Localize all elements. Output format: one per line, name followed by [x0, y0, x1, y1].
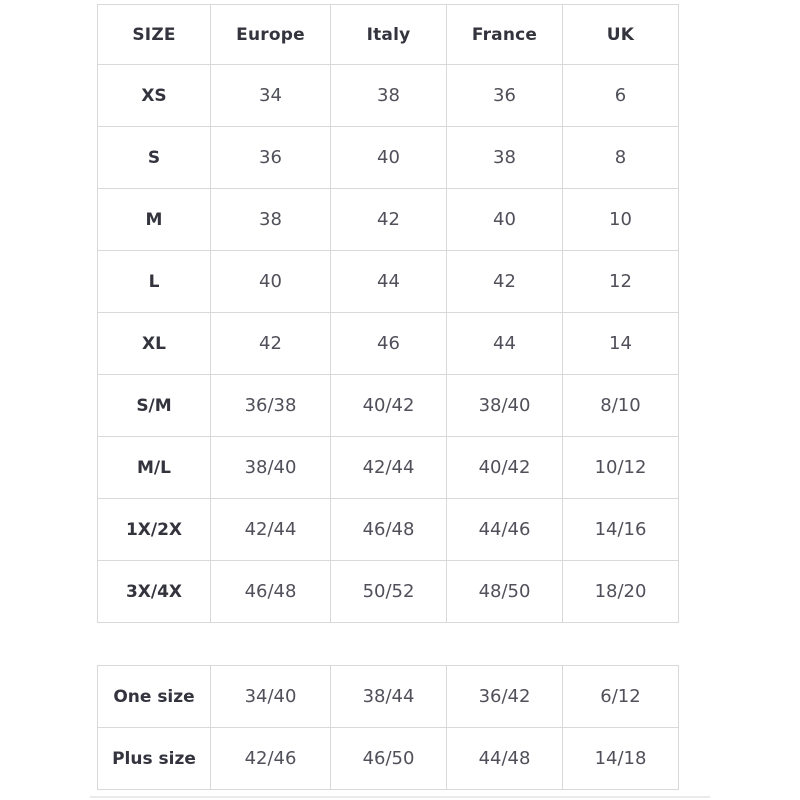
value-cell: 38 [211, 189, 331, 251]
value-cell: 18/20 [563, 561, 679, 623]
value-cell: 36 [447, 65, 563, 127]
table-row [98, 437, 679, 499]
size-label-cell: 3X/4X [98, 561, 211, 623]
value-cell: 42 [211, 313, 331, 375]
value-cell: 42/46 [211, 728, 331, 790]
size-label-cell: XL [98, 313, 211, 375]
value-cell: 50/52 [331, 561, 447, 623]
table-row [98, 65, 679, 127]
value-cell: 36/38 [211, 375, 331, 437]
size-label-cell: 1X/2X [98, 499, 211, 561]
size-label-cell: XS [98, 65, 211, 127]
size-label-cell: M [98, 189, 211, 251]
size-conversion-table [97, 4, 679, 623]
value-cell: 40 [211, 251, 331, 313]
value-cell: 42/44 [331, 437, 447, 499]
value-cell: 40 [331, 127, 447, 189]
value-cell: 14/18 [563, 728, 679, 790]
value-cell: 38 [447, 127, 563, 189]
table-row [98, 189, 679, 251]
header-cell-size: SIZE [98, 5, 211, 65]
value-cell: 34/40 [211, 666, 331, 728]
table-row [98, 499, 679, 561]
value-cell: 6/12 [563, 666, 679, 728]
value-cell: 44/46 [447, 499, 563, 561]
header-cell-france: France [447, 5, 563, 65]
value-cell: 40/42 [447, 437, 563, 499]
table-row [98, 728, 679, 790]
value-cell: 48/50 [447, 561, 563, 623]
special-sizes-table [97, 665, 679, 790]
header-cell-italy: Italy [331, 5, 447, 65]
value-cell: 14/16 [563, 499, 679, 561]
value-cell: 14 [563, 313, 679, 375]
table-row [98, 375, 679, 437]
value-cell: 40/42 [331, 375, 447, 437]
value-cell: 44 [447, 313, 563, 375]
value-cell: 34 [211, 65, 331, 127]
value-cell: 42 [447, 251, 563, 313]
value-cell: 38/40 [211, 437, 331, 499]
table-row [98, 561, 679, 623]
size-label-cell: S/M [98, 375, 211, 437]
value-cell: 38/40 [447, 375, 563, 437]
value-cell: 44/48 [447, 728, 563, 790]
value-cell: 12 [563, 251, 679, 313]
header-row [98, 5, 679, 65]
value-cell: 42/44 [211, 499, 331, 561]
value-cell: 46/50 [331, 728, 447, 790]
table-row [98, 251, 679, 313]
value-cell: 10/12 [563, 437, 679, 499]
value-cell: 10 [563, 189, 679, 251]
value-cell: 42 [331, 189, 447, 251]
value-cell: 46/48 [211, 561, 331, 623]
table-row [98, 666, 679, 728]
header-cell-uk: UK [563, 5, 679, 65]
size-label-cell: M/L [98, 437, 211, 499]
value-cell: 46 [331, 313, 447, 375]
size-label-cell: S [98, 127, 211, 189]
value-cell: 8/10 [563, 375, 679, 437]
size-label-cell: L [98, 251, 211, 313]
value-cell: 40 [447, 189, 563, 251]
table-row [98, 127, 679, 189]
value-cell: 36/42 [447, 666, 563, 728]
value-cell: 8 [563, 127, 679, 189]
value-cell: 38 [331, 65, 447, 127]
size-label-cell: One size [98, 666, 211, 728]
value-cell: 44 [331, 251, 447, 313]
table-row [98, 313, 679, 375]
value-cell: 38/44 [331, 666, 447, 728]
bottom-divider [90, 796, 710, 798]
value-cell: 36 [211, 127, 331, 189]
header-cell-europe: Europe [211, 5, 331, 65]
size-label-cell: Plus size [98, 728, 211, 790]
value-cell: 46/48 [331, 499, 447, 561]
value-cell: 6 [563, 65, 679, 127]
